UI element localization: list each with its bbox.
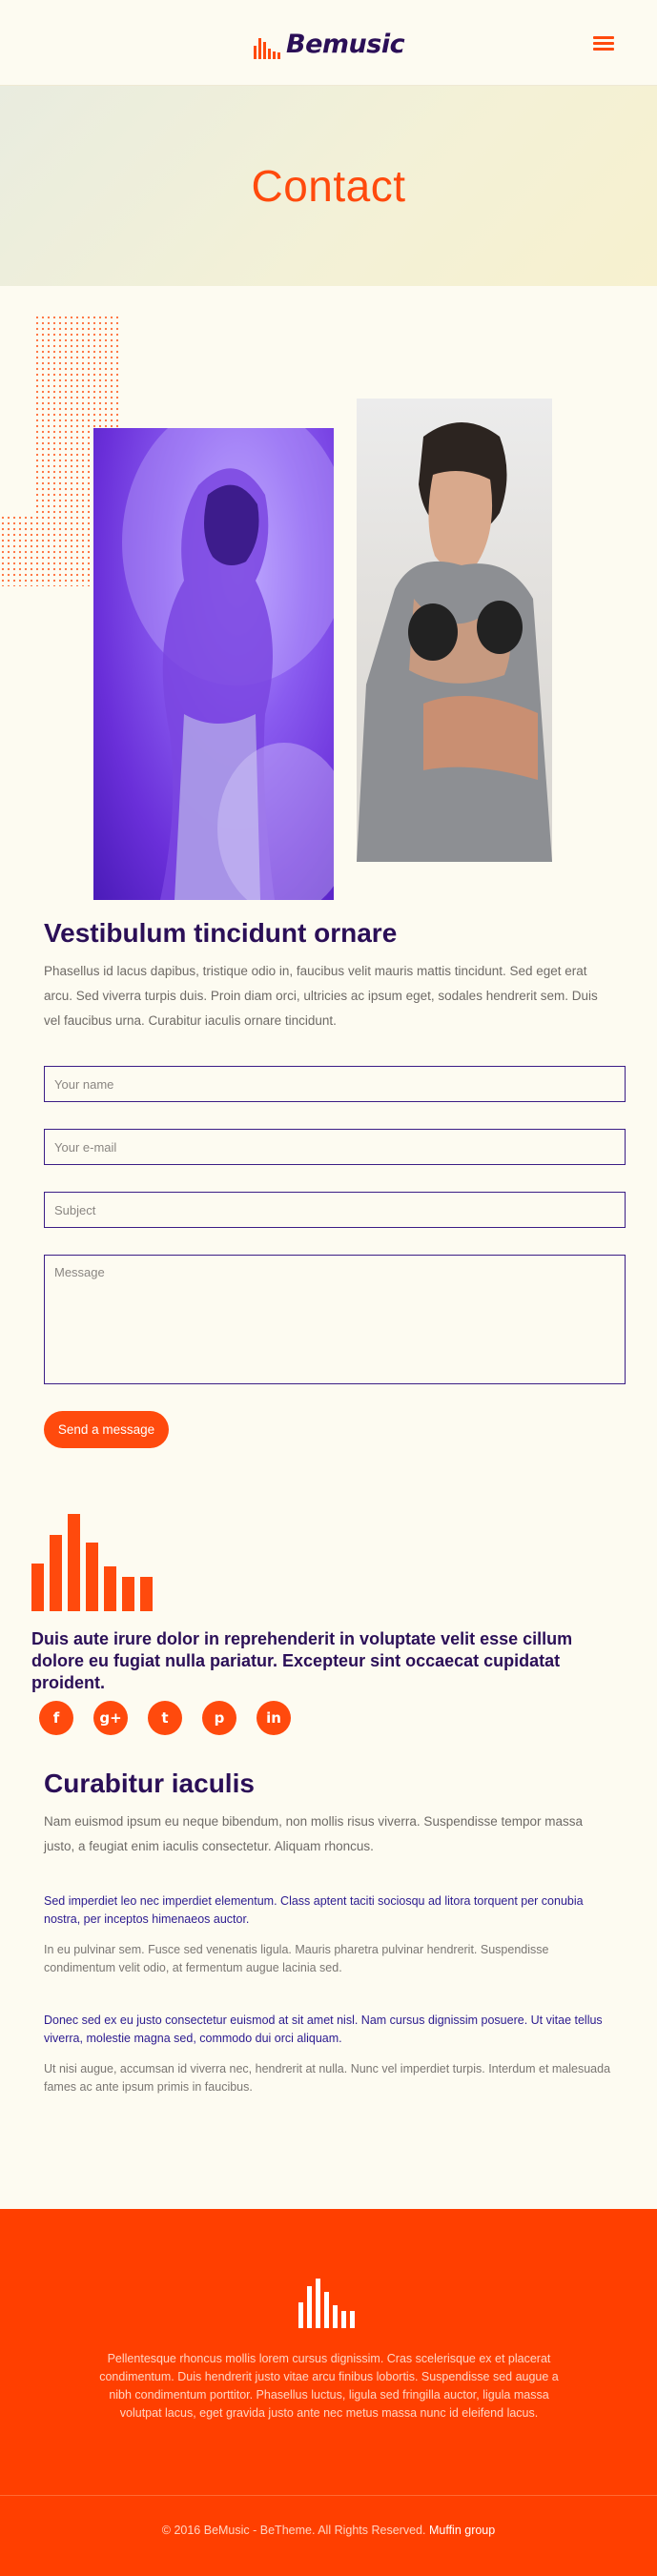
name-input[interactable] <box>44 1066 626 1102</box>
name-placeholder: Your name <box>54 1076 114 1092</box>
photo-man-headphones <box>357 399 552 862</box>
site-header <box>0 0 657 86</box>
subject-placeholder: Subject <box>54 1202 96 1217</box>
text-paragraph-1: In eu pulvinar sem. Fusce sed venenatis ligula. Mauris pharetra pulvinar hendrerit. Suspendisse condimentum velit odio, at fermentum augue lacinia sed. <box>44 1943 549 1974</box>
message-textarea[interactable] <box>44 1255 626 1384</box>
copyright <box>0 2524 657 2537</box>
text-paragraph-2: Ut nisi augue, accumsan id viverra nec, hendrerit at nulla. Nunc vel imperdiet turpis. Interdum et malesuada fames ac ante ipsum primis in faucibus. <box>44 2062 611 2094</box>
google-plus-icon[interactable]: g+ <box>93 1701 128 1735</box>
copyright-text: © 2016 BeMusic - BeTheme. All Rights Reserved. <box>161 2524 426 2537</box>
photo-woman-performer <box>93 428 334 900</box>
equalizer-graphic <box>31 1514 153 1611</box>
second-title: Curabitur iaculis <box>44 1768 255 1798</box>
email-placeholder: Your e-mail <box>54 1139 117 1155</box>
site-footer <box>0 2209 657 2576</box>
message-placeholder: Message <box>54 1265 105 1279</box>
linkedin-icon[interactable]: in <box>257 1701 291 1735</box>
muffin-group-link[interactable]: Muffin group <box>428 2524 496 2537</box>
footer-text: Pellentesque rhoncus mollis lorem cursus dignissim. Cras scelerisque ex et placerat condimentum. Duis hendrerit justo vitae arcu finibus lobortis. Suspendisse sed augue a nibh condimentum porttitor. Phasellus luctus, ligula sed fringilla auctor, ligula massa volutpat lacus, eget gravida justo ante nec metus massa nunc id eleifend lacus. <box>99 2352 559 2420</box>
menu-hamburger-icon[interactable] <box>593 36 614 51</box>
second-paragraph: Nam euismod ipsum eu neque bibendum, non mollis risus viverra. Suspendisse tempor massa justo, a feugiat enim iaculis consectetur. Aliquam rhoncus. <box>44 1814 584 1853</box>
email-input[interactable] <box>44 1129 626 1165</box>
page-hero <box>0 86 657 286</box>
quote-text: Duis aute irure dolor in reprehenderit in voluptate velit esse cillum dolore eu fugiat nulla pariatur. Excepteur sint occaecat cupidatat proident. <box>31 1629 573 1692</box>
link-paragraph-2[interactable]: Donec sed ex eu justo consectetur euismod at sit amet nisl. Nam cursus dignissim posuere. Ut vitae tellus viverra, molestie magna sed, commodo dui orci aliquam. <box>44 2014 603 2045</box>
footer-divider <box>0 2495 657 2496</box>
footer-equalizer-icon <box>298 2279 355 2328</box>
page-title: Contact <box>251 161 406 211</box>
pinterest-icon[interactable]: p <box>202 1701 236 1735</box>
twitter-icon[interactable]: t <box>148 1701 182 1735</box>
intro-title: Vestibulum tincidunt ornare <box>44 918 398 948</box>
facebook-icon[interactable]: f <box>39 1701 73 1735</box>
social-links <box>39 1701 291 1735</box>
logo-text: Bemusic <box>286 30 405 59</box>
logo[interactable] <box>254 29 404 59</box>
subject-input[interactable] <box>44 1192 626 1228</box>
send-message-button[interactable]: Send a message <box>44 1411 169 1448</box>
intro-paragraph: Phasellus id lacus dapibus, tristique odio in, faucibus velit mauris mattis tincidunt. Sed eget erat arcu. Sed viverra turpis duis. Proin diam orci, ultricies ac ipsum eget, sodales hendrerit sem. Duis vel faucibus urna. Curabitur iaculis ornare tincidunt. <box>44 964 598 1028</box>
link-paragraph-1[interactable]: Sed imperdiet leo nec imperdiet elementum. Class aptent taciti sociosqu ad litora torquent per conubia nostra, per inceptos himenaeos auctor. <box>44 1894 584 1926</box>
equalizer-icon <box>254 34 280 59</box>
